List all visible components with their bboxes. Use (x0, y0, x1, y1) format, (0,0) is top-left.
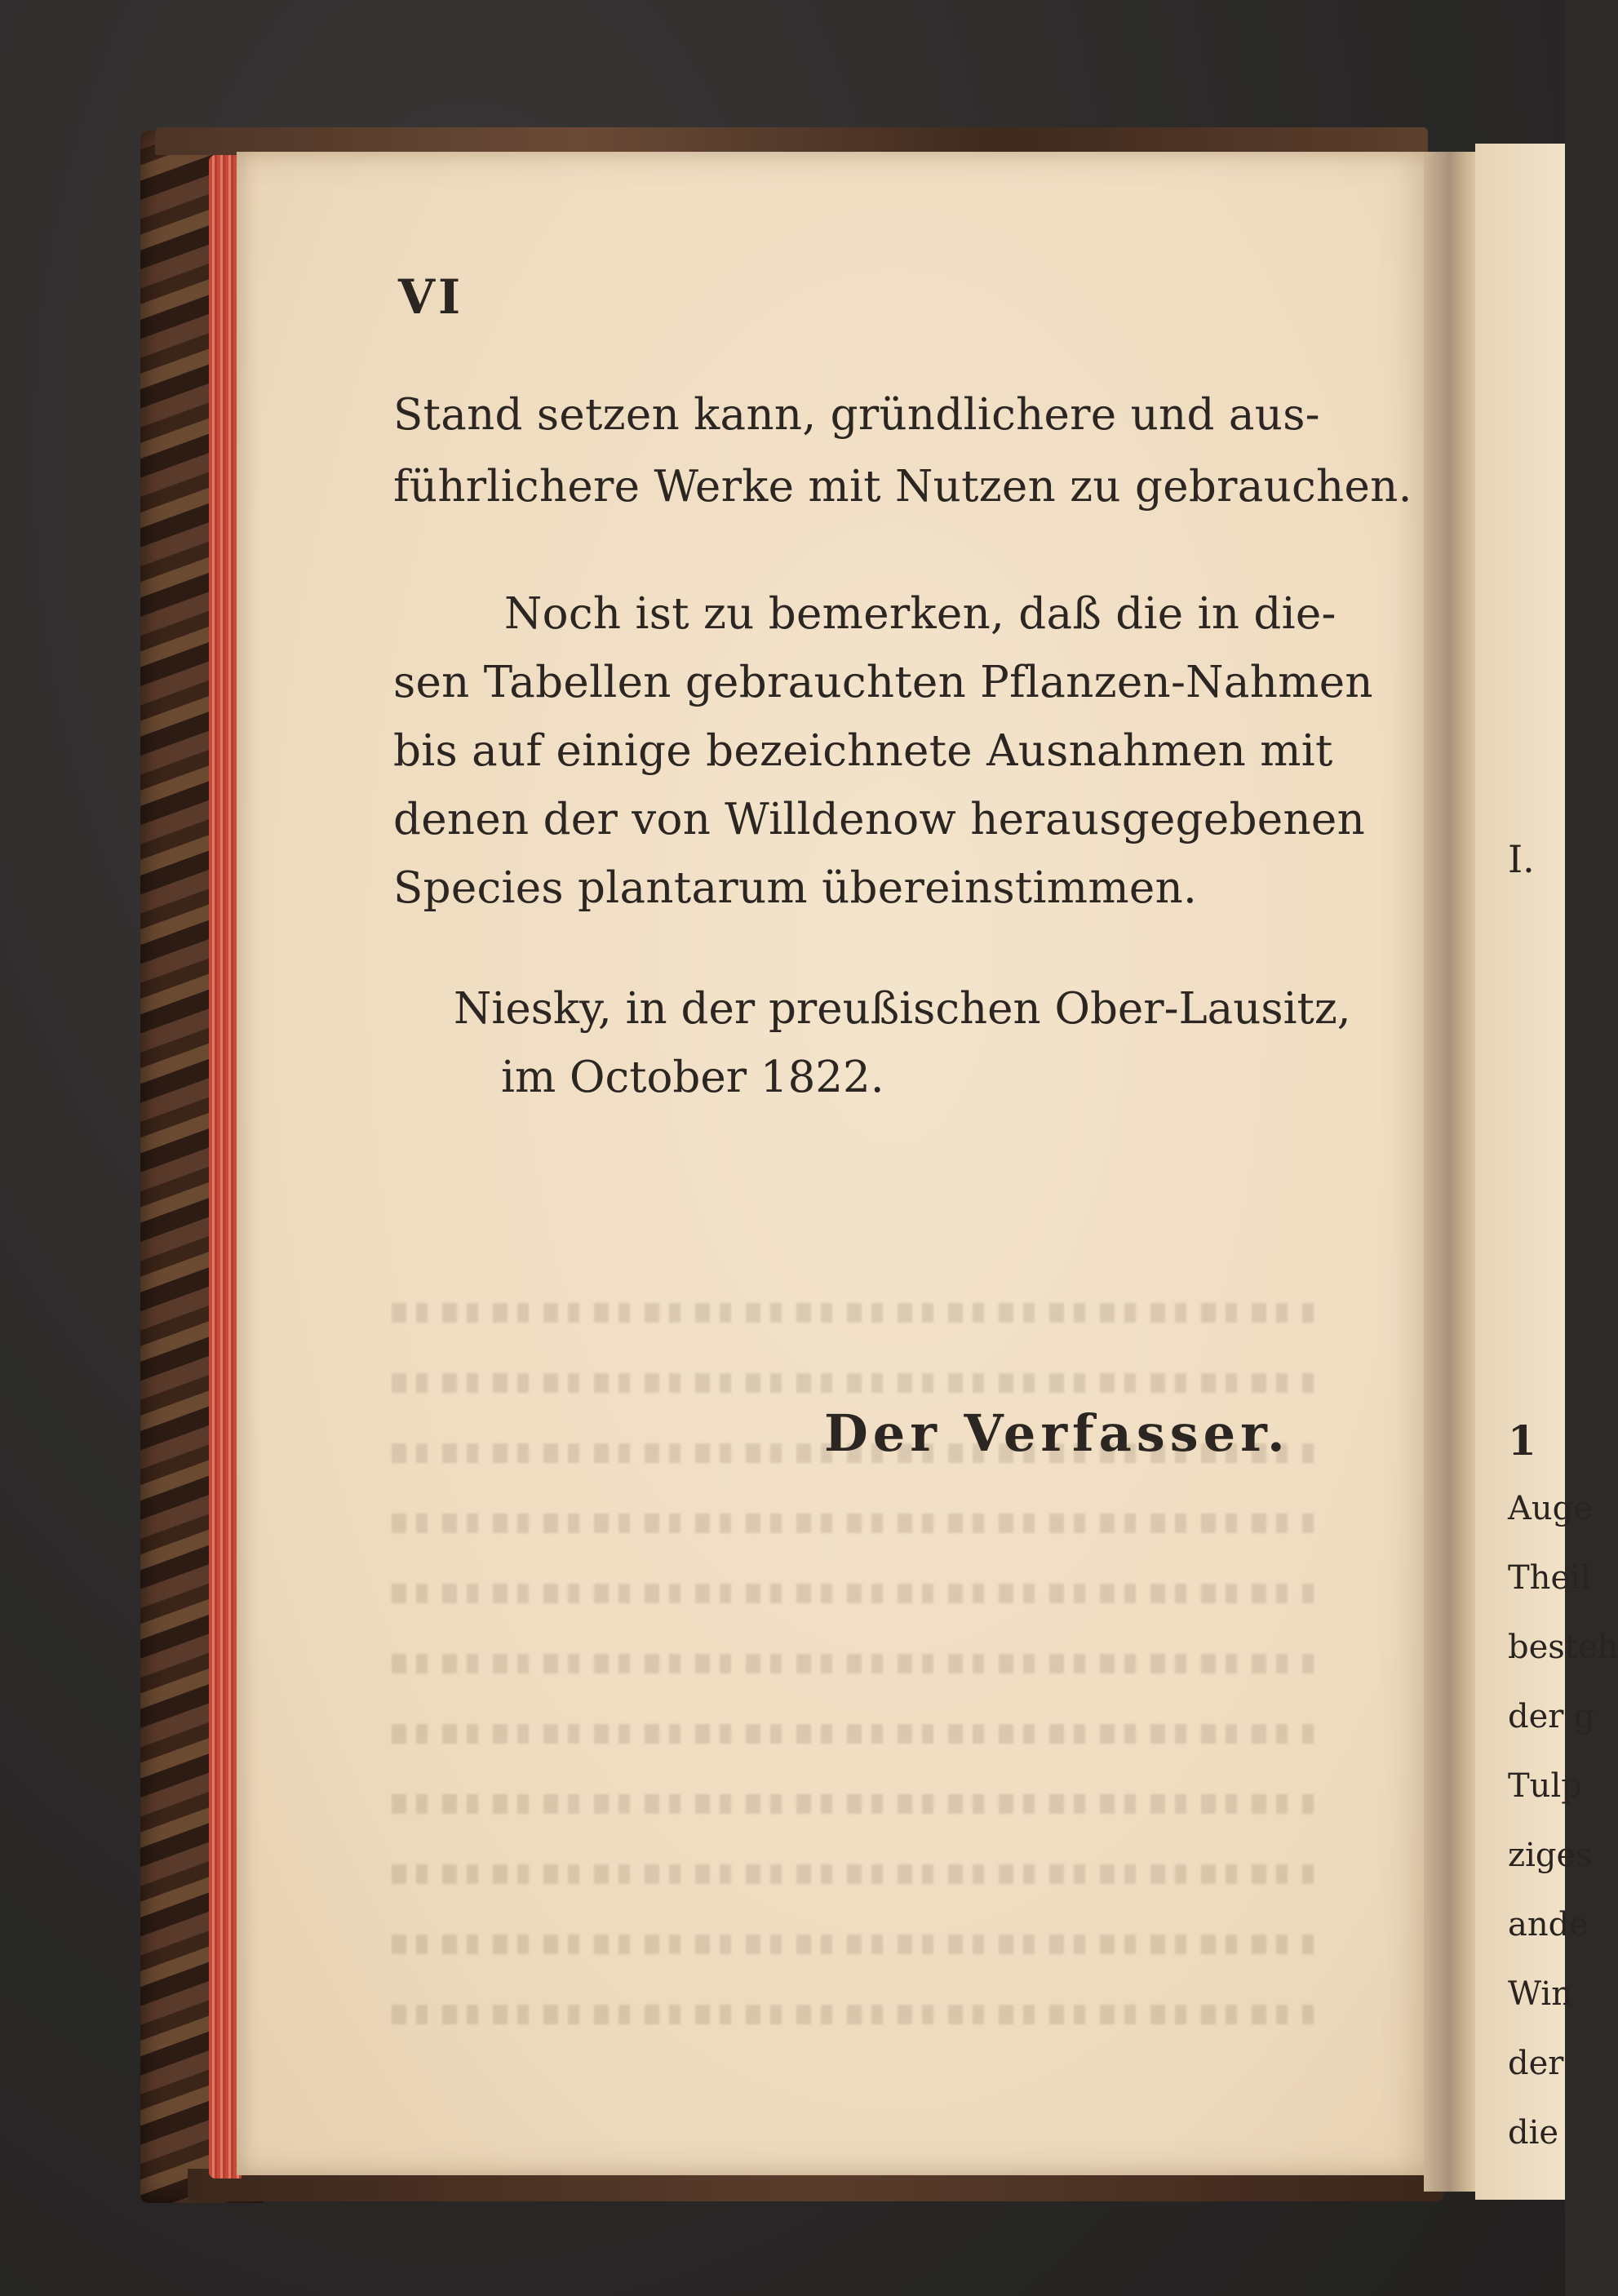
body-line: denen der von Willdenow herausgegebenen (393, 795, 1366, 844)
next-page-fragment: ziges (1508, 1837, 1593, 1874)
page-number: VI (398, 269, 464, 325)
body-line: Species plantarum übereinstimmen. (393, 863, 1198, 913)
next-page-heading: I. (1508, 837, 1535, 881)
left-page (237, 152, 1432, 2175)
book-cover-top-edge (155, 127, 1428, 155)
place-line: Niesky, in der preußischen Ober-Lausitz, (454, 984, 1351, 1034)
body-line: Noch ist zu bemerken, daß die in die- (504, 589, 1337, 639)
next-page-fragment: der g (1508, 1698, 1595, 1735)
body-line: bis auf einige bezeichnete Ausnahmen mit (393, 726, 1333, 776)
next-page-fragment: der (1508, 2045, 1564, 2082)
date-line: im October 1822. (501, 1053, 884, 1102)
next-page-fragment: Theil (1508, 1559, 1591, 1597)
author-signature: Der Verfasser. (824, 1403, 1290, 1463)
next-page-fragment: ande (1508, 1906, 1589, 1944)
next-page-fragment: Tulp (1508, 1767, 1582, 1805)
next-page-fragment: Auge (1508, 1490, 1593, 1527)
body-line: sen Tabellen gebrauchten Pflanzen-Nahmen (393, 658, 1373, 707)
next-page-fragment: besteh (1508, 1629, 1618, 1666)
next-page-fragment: Win (1508, 1975, 1572, 2013)
book-gutter (1424, 152, 1481, 2192)
body-line: führlichere Werke mit Nutzen zu gebrauchen. (393, 462, 1412, 512)
body-line: Stand setzen kann, gründlichere und aus- (393, 390, 1320, 440)
right-page-fragment (1475, 144, 1618, 2200)
next-page-fragment: die (1508, 2114, 1559, 2152)
next-page-initial: 1 (1508, 1416, 1536, 1465)
show-through-text (392, 1278, 1314, 2077)
